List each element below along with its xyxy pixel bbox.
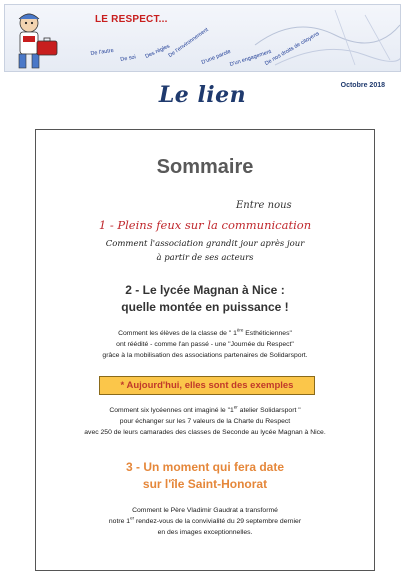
- issue-date: Octobre 2018: [340, 82, 385, 89]
- banner-phrase: De nos droits de citoyens: [264, 30, 321, 67]
- section2-title: 2 - Le lycée Magnan à Nice :: [125, 283, 285, 297]
- section2-body-line: grâce à la mobilisation des associations partenaires de Solidarsport.: [102, 352, 308, 359]
- section2-body2-line: Comment six lycéennes ont imaginé le "1er atelier Solidarsport ": [109, 404, 301, 414]
- highlight-box: * Aujourd'hui, elles sont des exemples: [99, 376, 315, 395]
- section2-body-line: ont réédité - comme l'an passé - une "Journée du Respect": [116, 341, 294, 348]
- section2-body2-line: avec 250 de leurs camarades des classes de Seconde au lycée Magnan à Nice.: [84, 429, 326, 436]
- newsletter-title: Le lien: [158, 82, 247, 108]
- banner-phrase: Des règles: [144, 43, 171, 60]
- section3-body-line: en des images exceptionnelles.: [157, 529, 253, 536]
- banner-title: LE RESPECT...: [95, 14, 168, 25]
- section2-body-line: Comment les élèves de la classe de " 1ère Esthéticiennes": [118, 327, 292, 337]
- section1-kicker: Entre nous: [236, 200, 292, 211]
- section3-body-line: notre 1er rendez-vous de la convivialité du 29 septembre dernier: [108, 515, 302, 525]
- section2-body2-line: pour échanger sur les 7 valeurs de la Charte du Respect: [119, 418, 291, 425]
- header-banner: [4, 4, 401, 72]
- banner-phrase: De soi: [119, 54, 137, 63]
- section3-title: 3 - Un moment qui fera date: [125, 460, 285, 474]
- section3-body-line: Comment le Père Vladimir Gaudrat a transformé: [132, 507, 278, 514]
- summary-box: [35, 129, 375, 571]
- banner-phrase: D'une parole: [200, 48, 232, 66]
- banner-phrase: De l'environnement: [167, 27, 210, 59]
- section1-line: Comment l'association grandit jour après jour: [105, 239, 305, 249]
- banner-phrase: De l'autre: [90, 47, 115, 57]
- section1-line: à partir de ses acteurs: [156, 253, 254, 263]
- section2-title: quelle montée en puissance !: [121, 300, 289, 314]
- section1-title: 1 - Pleins feux sur la communication: [98, 218, 312, 232]
- suitcase-mascot-icon: [19, 14, 57, 68]
- banner-phrase: D'un engagement: [229, 48, 273, 68]
- summary-heading: Sommaire: [156, 156, 254, 178]
- section3-title: sur l'île Saint-Honorat: [142, 477, 268, 491]
